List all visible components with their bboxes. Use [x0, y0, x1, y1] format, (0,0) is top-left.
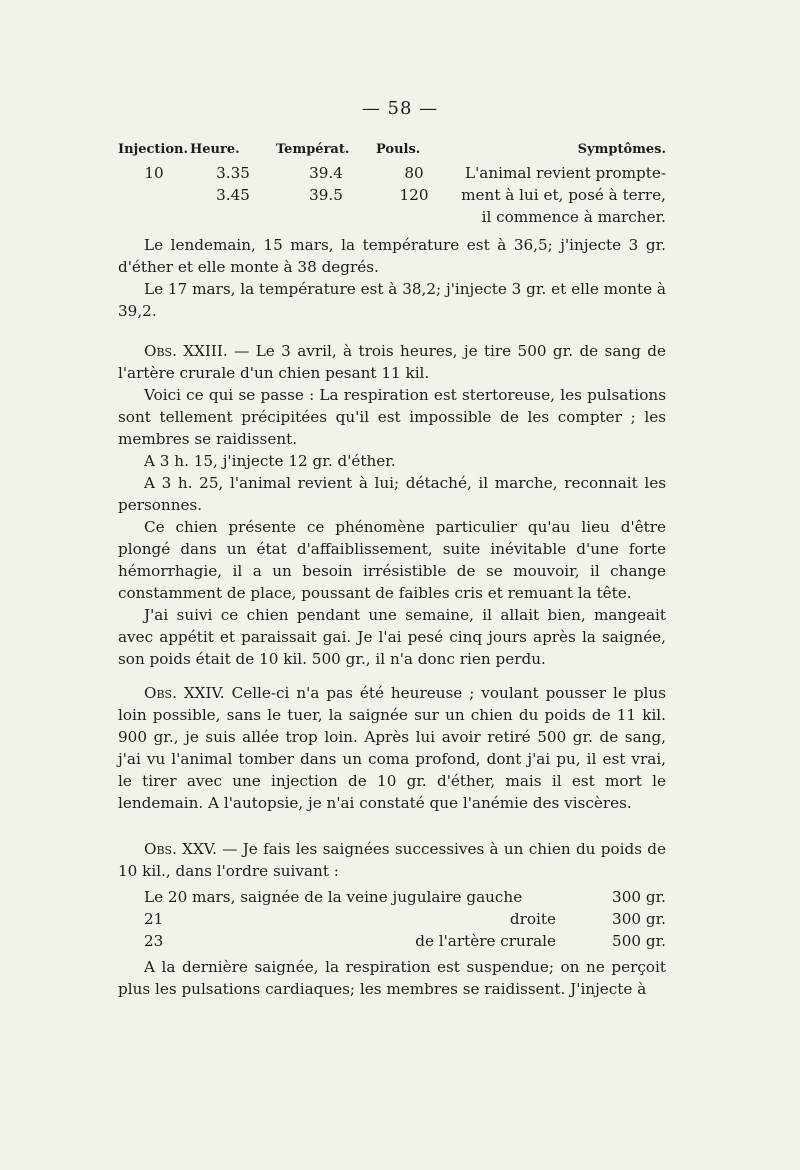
bleed-site: de l'artère crurale	[415, 932, 556, 950]
cell-pouls	[376, 206, 452, 228]
cell-injection	[118, 184, 190, 206]
bleed-row	[118, 886, 666, 908]
obs-23-intro	[118, 340, 666, 384]
bleed-row	[118, 930, 666, 952]
bleed-date: 21	[144, 910, 164, 928]
obs-23-paragraph: Voici ce qui se passe : La respiration est stertoreuse, les pulsations sont tellement précipitées qu'il est impossible de les compter ; les membres se raidissent.	[118, 386, 666, 448]
obs-23-paragraph: Ce chien présente ce phénomène particulier qu'au lieu d'être plongé dans un état d'affaiblissement, suite inévitable d'une forte hémorrhagie, il a un besoin irrésistible de se mouvoir, il change constamment de place, poussant de faibles cris et remuant la tête.	[118, 518, 666, 602]
obs-23-label: Obs. XXIII.	[144, 342, 228, 360]
obs-23-paragraph: J'ai suivi ce chien pendant une semaine, il allait bien, mangeait avec appétit et paraissait gai. Je l'ai pesé cinq jours après la saignée, son poids était de 10 kil. 500 gr., il n'a donc rien perdu.	[118, 606, 666, 668]
cell-injection: 10	[144, 164, 164, 182]
cell-injection	[118, 206, 190, 228]
bleed-row	[118, 908, 666, 930]
paragraph-17-mars: Le 17 mars, la température est à 38,2; j'injecte 3 gr. et elle monte à 39,2.	[118, 280, 666, 320]
cell-pouls: 120	[399, 186, 429, 204]
obs-23-paragraph: A 3 h. 15, j'injecte 12 gr. d'éther.	[144, 452, 396, 470]
cell-pouls: 80	[404, 164, 424, 182]
cell-heure: 3.35	[216, 164, 250, 182]
obs-25-intro	[118, 838, 666, 882]
col-header-temperature: Températ.	[276, 142, 350, 157]
bleed-date: 23	[144, 932, 164, 950]
obs-24-text: Celle-ci n'a pas été heureuse ; voulant pousser le plus loin possible, sans le tuer, la saignée sur un chien du poids de 11 kil. 900 gr., je suis allée trop loin. Après lui avoir retiré 500 gr. de sang, j'ai vu l'animal tomber dans un coma profond, dont j'ai pu, il est vrai, le tirer avec une injection de 10 gr. d'éther, mais il est mort le lendemain. A l'autopsie, je n'ai constaté que l'anémie des viscères.	[118, 684, 666, 812]
bleed-site: droite	[509, 910, 556, 928]
bleed-date: Le 20 mars, saignée de la veine jugulaire gauche	[144, 888, 523, 906]
table-row	[118, 162, 666, 184]
bleed-amount: 500 gr.	[612, 932, 666, 950]
cell-symptomes: L'animal revient prompte-	[465, 164, 666, 182]
obs-23-paragraph: A 3 h. 25, l'animal revient à lui; détaché, il marche, reconnait les personnes.	[118, 474, 666, 514]
cell-symptomes: il commence à marcher.	[481, 208, 666, 226]
cell-heure: 3.45	[216, 186, 250, 204]
bleed-amount: 300 gr.	[612, 910, 666, 928]
table-row	[118, 206, 666, 228]
data-table-1	[118, 138, 666, 1000]
obs-24-label: Obs. XXIV.	[144, 684, 225, 702]
measurements-table	[118, 138, 666, 228]
obs-24-paragraph	[118, 682, 666, 814]
cell-temperature: 39.4	[309, 164, 343, 182]
cell-symptomes: ment à lui et, posé à terre,	[461, 186, 666, 204]
col-header-pouls: Pouls.	[376, 142, 421, 157]
obs-25-paragraph: A la dernière saignée, la respiration est suspendue; on ne perçoit plus les pulsations cardiaques; les membres se raidissent. J'injecte à	[118, 958, 666, 998]
cell-heure	[190, 206, 276, 228]
col-header-heure: Heure.	[190, 142, 240, 157]
table-row	[118, 184, 666, 206]
col-header-injection: Injection.	[118, 142, 189, 157]
table-header-row	[118, 138, 666, 162]
col-header-symptomes: Symptômes.	[577, 142, 666, 157]
page-number: — 58 —	[361, 98, 439, 119]
bleeding-schedule	[118, 886, 666, 952]
obs-25-text: — Je fais les saignées successives à un chien du poids de 10 kil., dans l'ordre suivant :	[118, 840, 666, 880]
obs-25-label: Obs. XXV.	[144, 840, 217, 858]
cell-temperature: 39.5	[309, 186, 343, 204]
paragraph-lendemain: Le lendemain, 15 mars, la température est à 36,5; j'injecte 3 gr. d'éther et elle monte à 38 degrés.	[118, 236, 666, 276]
cell-temperature	[276, 206, 376, 228]
obs-23-text: — Le 3 avril, à trois heures, je tire 500 gr. de sang de l'artère crurale d'un chien pesant 11 kil.	[118, 342, 666, 382]
bleed-amount: 300 gr.	[612, 888, 666, 906]
